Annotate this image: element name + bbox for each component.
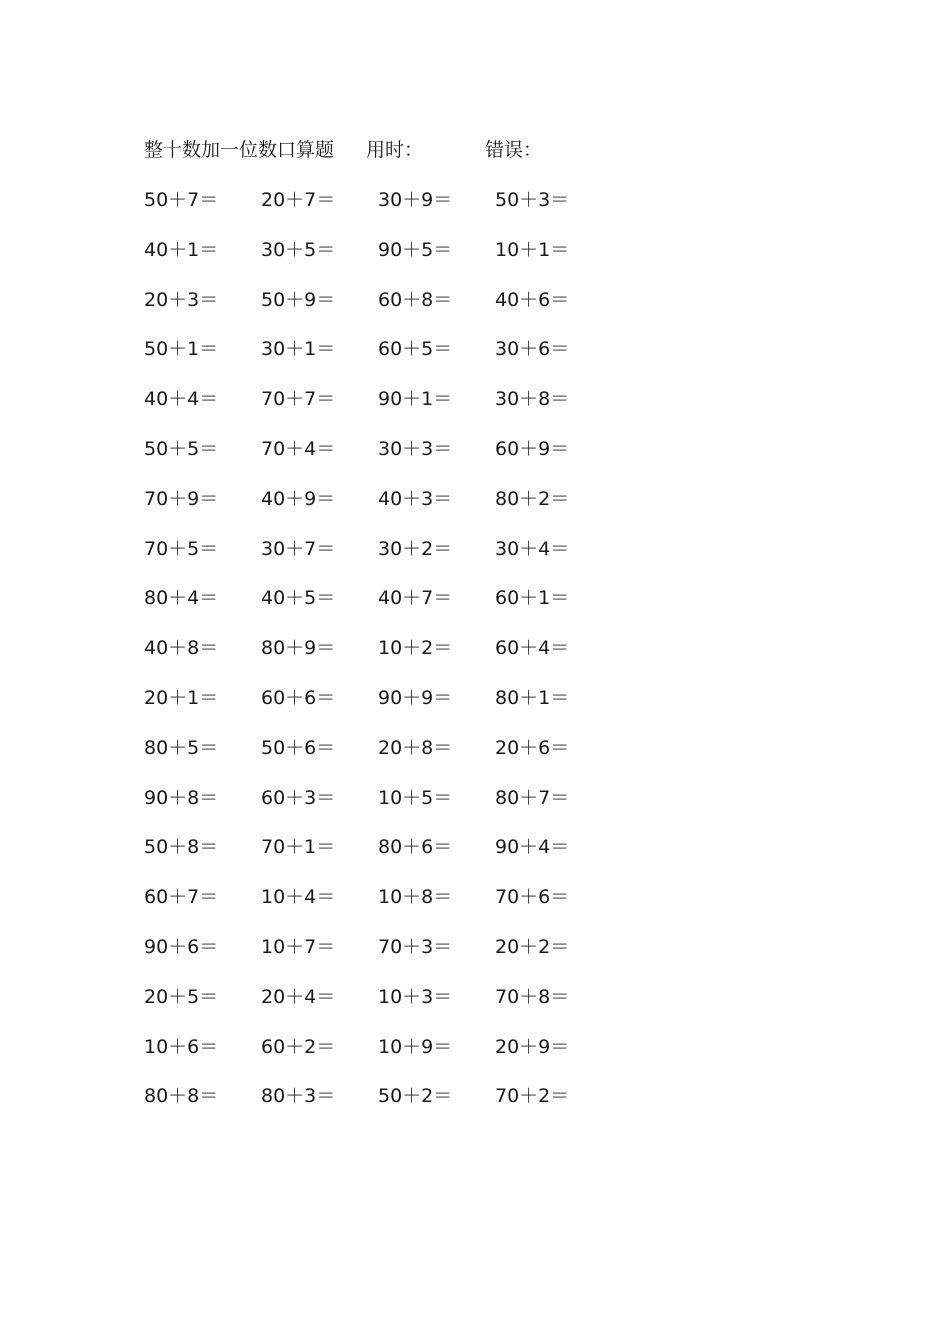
problem-item: 60＋6＝ xyxy=(261,686,336,709)
problem-item: 50＋7＝ xyxy=(144,189,219,211)
problem-item: 50＋8＝ xyxy=(144,836,219,859)
worksheet-title: 整十数加一位数口算题 xyxy=(144,139,335,161)
problem-item: 40＋7＝ xyxy=(378,587,453,610)
problem-row xyxy=(144,535,614,585)
problem-item: 90＋8＝ xyxy=(144,786,219,809)
problem-item: 90＋5＝ xyxy=(378,238,453,261)
problem-item: 30＋3＝ xyxy=(378,437,453,460)
problem-item: 30＋7＝ xyxy=(261,537,336,560)
problem-item: 20＋4＝ xyxy=(261,985,336,1008)
problem-row xyxy=(144,983,614,1033)
problem-item: 50＋5＝ xyxy=(144,437,219,460)
problem-item: 70＋8＝ xyxy=(495,985,570,1008)
problem-item: 20＋7＝ xyxy=(261,189,336,211)
problem-item: 50＋6＝ xyxy=(261,736,336,759)
problem-item: 80＋5＝ xyxy=(144,736,219,759)
problem-item: 40＋1＝ xyxy=(144,238,219,261)
time-label: 用时： xyxy=(366,139,424,161)
problem-item: 70＋3＝ xyxy=(378,935,453,958)
problem-item: 30＋8＝ xyxy=(495,388,570,411)
problem-item: 70＋2＝ xyxy=(495,1085,570,1108)
problem-grid xyxy=(144,186,614,1132)
problem-item: 40＋4＝ xyxy=(144,388,219,411)
problem-item: 10＋9＝ xyxy=(378,1035,453,1058)
problem-row xyxy=(144,236,614,286)
problem-item: 90＋1＝ xyxy=(378,388,453,411)
problem-item: 10＋6＝ xyxy=(144,1035,219,1058)
problem-item: 60＋4＝ xyxy=(495,637,570,660)
problem-item: 90＋9＝ xyxy=(378,686,453,709)
problem-item: 70＋7＝ xyxy=(261,388,336,411)
problem-item: 40＋5＝ xyxy=(261,587,336,610)
problem-item: 80＋2＝ xyxy=(495,487,570,510)
problem-row xyxy=(144,883,614,933)
problem-item: 50＋2＝ xyxy=(378,1085,453,1108)
problem-item: 40＋9＝ xyxy=(261,487,336,510)
problem-row xyxy=(144,784,614,834)
problem-item: 20＋3＝ xyxy=(144,288,219,311)
problem-item: 30＋5＝ xyxy=(261,238,336,261)
problem-item: 80＋4＝ xyxy=(144,587,219,610)
problem-item: 10＋2＝ xyxy=(378,637,453,660)
problem-row xyxy=(144,186,614,236)
problem-item: 40＋6＝ xyxy=(495,288,570,311)
problem-item: 70＋9＝ xyxy=(144,487,219,510)
problem-item: 20＋1＝ xyxy=(144,686,219,709)
problem-item: 20＋5＝ xyxy=(144,985,219,1008)
problem-item: 90＋6＝ xyxy=(144,935,219,958)
problem-item: 20＋9＝ xyxy=(495,1035,570,1058)
problem-item: 30＋6＝ xyxy=(495,338,570,361)
problem-item: 60＋5＝ xyxy=(378,338,453,361)
problem-row xyxy=(144,734,614,784)
problem-row xyxy=(144,684,614,734)
problem-item: 80＋3＝ xyxy=(261,1085,336,1108)
problem-item: 20＋2＝ xyxy=(495,935,570,958)
problem-row xyxy=(144,335,614,385)
problem-item: 80＋9＝ xyxy=(261,637,336,660)
problem-item: 40＋3＝ xyxy=(378,487,453,510)
problem-item: 10＋8＝ xyxy=(378,886,453,909)
problem-item: 10＋5＝ xyxy=(378,786,453,809)
problem-row xyxy=(144,833,614,883)
problem-row xyxy=(144,1033,614,1083)
problem-item: 20＋6＝ xyxy=(495,736,570,759)
problem-row xyxy=(144,933,614,983)
problem-item: 50＋3＝ xyxy=(495,189,570,211)
problem-row xyxy=(144,286,614,336)
problem-row xyxy=(144,1082,614,1132)
problem-item: 70＋4＝ xyxy=(261,437,336,460)
problem-item: 80＋8＝ xyxy=(144,1085,219,1108)
problem-item: 30＋4＝ xyxy=(495,537,570,560)
problem-item: 90＋4＝ xyxy=(495,836,570,859)
problem-item: 60＋8＝ xyxy=(378,288,453,311)
problem-item: 20＋8＝ xyxy=(378,736,453,759)
problem-item: 70＋5＝ xyxy=(144,537,219,560)
problem-row xyxy=(144,634,614,684)
problem-item: 30＋1＝ xyxy=(261,338,336,361)
problem-item: 40＋8＝ xyxy=(144,637,219,660)
problem-row xyxy=(144,485,614,535)
problem-row xyxy=(144,435,614,485)
errors-label: 错误： xyxy=(485,139,543,161)
problem-row xyxy=(144,584,614,634)
problem-item: 10＋1＝ xyxy=(495,238,570,261)
problem-item: 50＋9＝ xyxy=(261,288,336,311)
problem-item: 30＋9＝ xyxy=(378,189,453,211)
problem-item: 60＋9＝ xyxy=(495,437,570,460)
problem-item: 60＋2＝ xyxy=(261,1035,336,1058)
problem-item: 70＋1＝ xyxy=(261,836,336,859)
problem-item: 70＋6＝ xyxy=(495,886,570,909)
problem-item: 80＋1＝ xyxy=(495,686,570,709)
problem-row xyxy=(144,385,614,435)
problem-item: 80＋6＝ xyxy=(378,836,453,859)
problem-item: 80＋7＝ xyxy=(495,786,570,809)
problem-item: 60＋3＝ xyxy=(261,786,336,809)
problem-item: 10＋4＝ xyxy=(261,886,336,909)
problem-item: 30＋2＝ xyxy=(378,537,453,560)
problem-item: 10＋7＝ xyxy=(261,935,336,958)
problem-item: 10＋3＝ xyxy=(378,985,453,1008)
problem-item: 60＋1＝ xyxy=(495,587,570,610)
problem-item: 60＋7＝ xyxy=(144,886,219,909)
problem-item: 50＋1＝ xyxy=(144,338,219,361)
